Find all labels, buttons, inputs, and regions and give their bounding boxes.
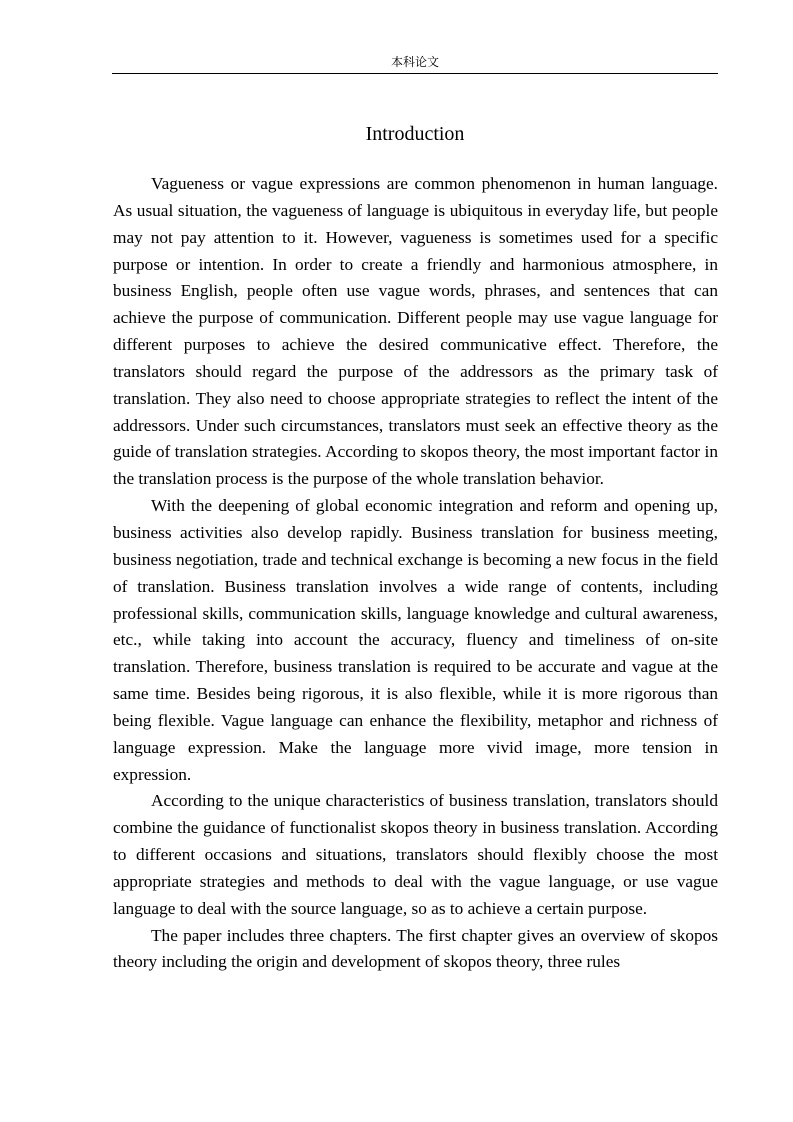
running-header: 本科论文 bbox=[390, 55, 439, 69]
paragraph-4: The paper includes three chapters. The first chapter gives an overview of skopos theory including the origin and development of skopos theory, three rules bbox=[113, 925, 718, 972]
paragraph-2: With the deepening of global economic integration and reform and opening up, business activities also develop rapidly. Business translation for business meeting, business negotiation, trade and technical exchange is becoming a new focus in the field of translation. Business translation involves a wide range of contents, including professional skills, communication skills, language knowledge and cultural awareness, etc., while taking into account the accuracy, fluency and timeliness of on-site translation. Therefore, business translation is required to be accurate and vague at the same time. Besides being rigorous, it is also flexible, while it is more rigorous than being flexible. Vague language can enhance the flexibility, metaphor and richness of language expression. Make the language more vivid image, more tension in expression. bbox=[113, 496, 718, 784]
paragraph-1: Vagueness or vague expressions are common phenomenon in human language. As usual situation, the vagueness of language is ubiquitous in everyday life, but people may not pay attention to it. However, vagueness is sometimes used for a specific purpose or intention. In order to create a friendly and harmonious atmosphere, in business English, people often use vague words, phrases, and sentences that can achieve the purpose of communication. Different people may use vague language for different purposes to achieve the desired communicative effect. Therefore, the translators should regard the purpose of the addressors as the primary task of translation. They also need to choose appropriate strategies to reflect the intent of the addressors. Under such circumstances, translators must seek an effective theory as the guide of translation strategies. According to skopos theory, the most important factor in the translation process is the purpose of the whole translation behavior. bbox=[113, 174, 718, 489]
body-text bbox=[113, 171, 718, 976]
header-rule bbox=[112, 73, 718, 74]
paragraph-3: According to the unique characteristics of business translation, translators should combine the guidance of functionalist skopos theory in business translation. According to different occasions and situations, translators should flexibly choose the most appropriate strategies and methods to deal with the vague language, or use vague language to deal with the source language, so as to achieve a certain purpose. bbox=[113, 791, 718, 918]
section-title: Introduction bbox=[365, 123, 465, 145]
